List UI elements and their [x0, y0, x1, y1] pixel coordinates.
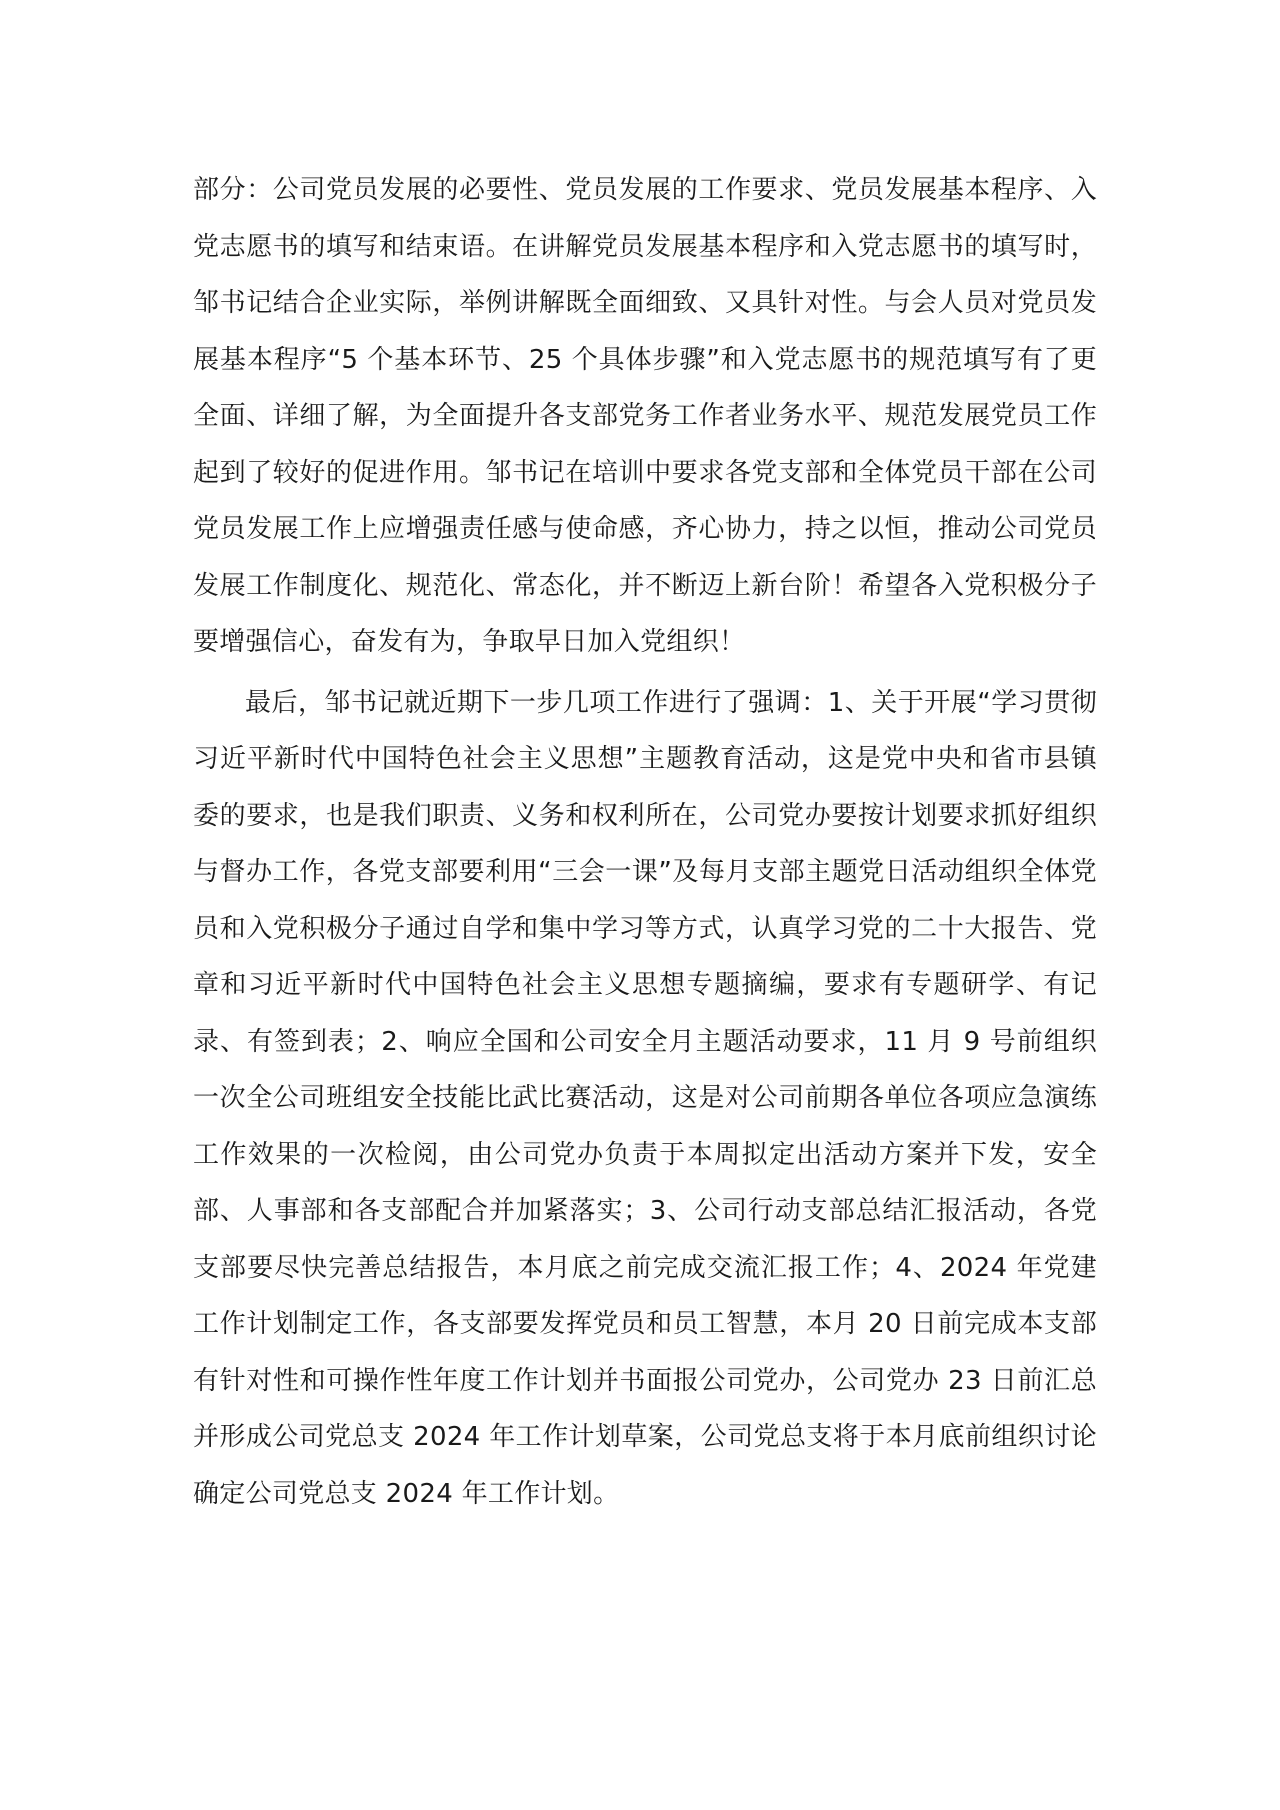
document-body: [193, 162, 1097, 1522]
paragraph-closing-remarks: 最后，邹书记就近期下一步几项工作进行了强调：1、关于开展“学习贯彻习近平新时代中国特色社会主义思想”主题教育活动，这是党中央和省市县镇委的要求，也是我们职责、义务和权利所在，公司党办要按计划要求抓好组织与督办工作，各党支部要利用“三会一课”及每月支部主题党日活动组织全体党员和入党积极分子通过自学和集中学习等方式，认真学习党的二十大报告、党章和习近平新时代中国特色社会主义思想专题摘编，要求有专题研学、有记录、有签到表；2、响应全国和公司安全月主题活动要求，11 月 9 号前组织一次全公司班组安全技能比武比赛活动，这是对公司前期各单位各项应急演练工作效果的一次检阅，由公司党办负责于本周拟定出活动方案并下发，安全部、人事部和各支部配合并加紧落实；3、公司行动支部总结汇报活动，各党支部要尽快完善总结报告，本月底之前完成交流汇报工作；4、2024 年党建工作计划制定工作，各支部要发挥党员和员工智慧，本月 20 日前完成本支部有针对性和可操作性年度工作计划并书面报公司党办，公司党办 23 日前汇总并形成公司党总支 2024 年工作计划草案，公司党总支将于本月底前组织讨论确定公司党总支 2024 年工作计划。: [193, 687, 1097, 1509]
paragraph-continuation: 部分：公司党员发展的必要性、党员发展的工作要求、党员发展基本程序、入党志愿书的填写和结束语。在讲解党员发展基本程序和入党志愿书的填写时，邹书记结合企业实际，举例讲解既全面细致、又具针对性。与会人员对党员发展基本程序“5 个基本环节、25 个具体步骤”和入党志愿书的规范填写有了更全面、详细了解，为全面提升各支部党务工作者业务水平、规范发展党员工作起到了较好的促进作用。邹书记在培训中要求各党支部和全体党员干部在公司党员发展工作上应增强责任感与使命感，齐心协力，持之以恒，推动公司党员发展工作制度化、规范化、常态化，并不断迈上新台阶！希望各入党积极分子要增强信心，奋发有为，争取早日加入党组织！: [193, 175, 1097, 657]
